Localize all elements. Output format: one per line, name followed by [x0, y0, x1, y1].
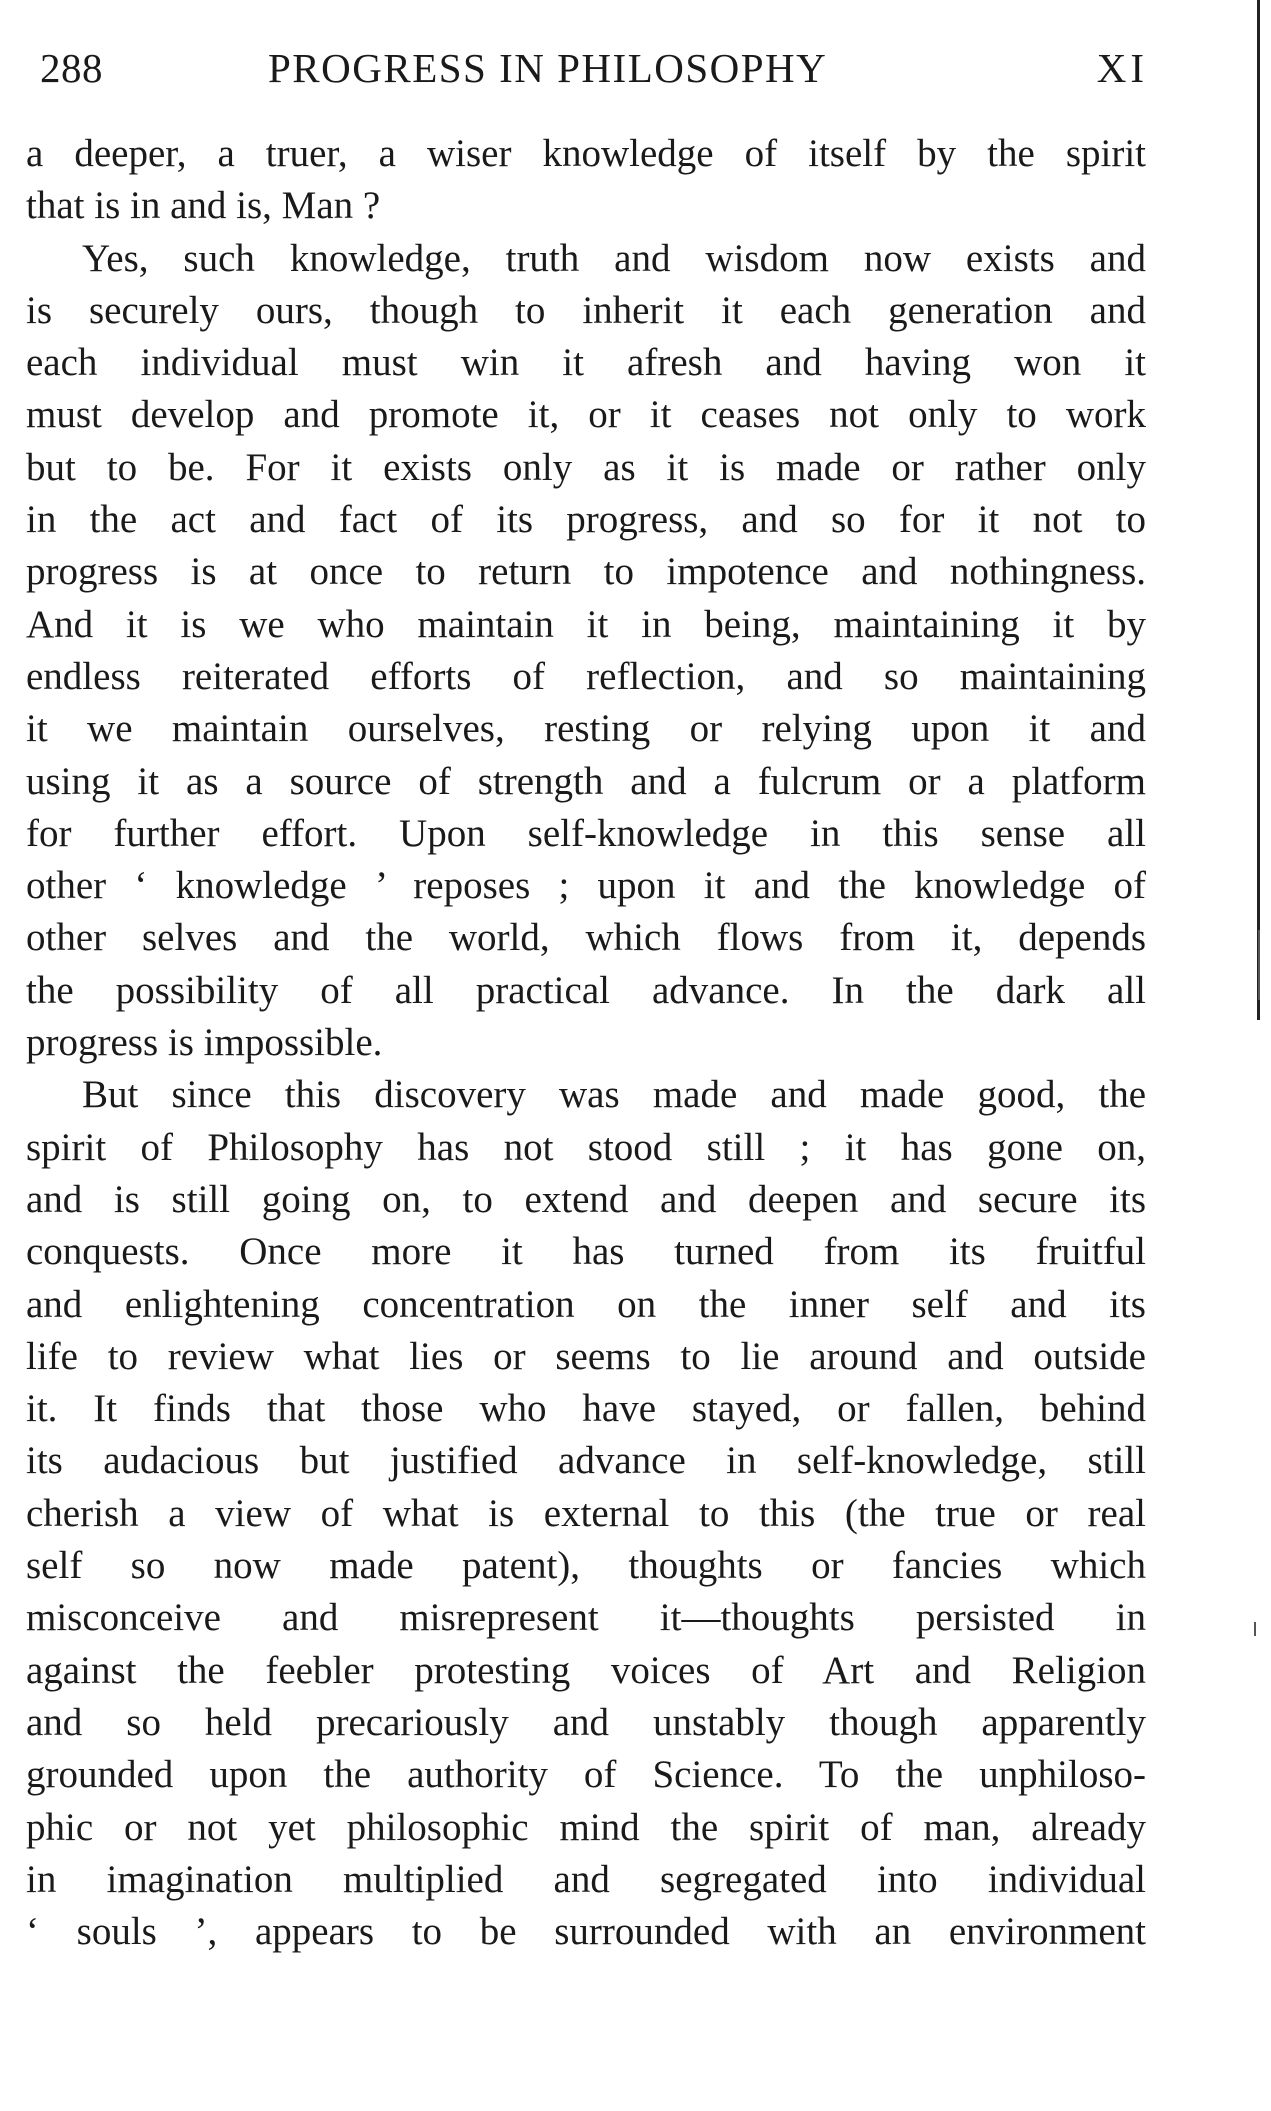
text-line: cherish a view of what is external to this (the true or real: [26, 1491, 1146, 1535]
text-line: is securely ours, though to inherit it each generation and: [26, 288, 1146, 332]
text-line: endless reiterated efforts of reflection, and so maintaining: [26, 654, 1146, 698]
text-line: using it as a source of strength and a fulcrum or a platform: [26, 759, 1146, 803]
text-line: progress is at once to return to impotence and nothingness.: [26, 550, 1146, 594]
text-line: ‘ souls ’, appears to be surrounded with an environment: [26, 1910, 1146, 1954]
margin-mark: [1258, 930, 1260, 1000]
margin-mark: [1254, 1622, 1256, 1636]
text-line: and enlightening concentration on the inner self and its: [26, 1282, 1146, 1326]
text-line: a deeper, a truer, a wiser knowledge of itself by the spirit: [26, 132, 1146, 175]
text-line: And it is we who maintain it in being, maintaining it by: [26, 602, 1146, 646]
text-line: grounded upon the authority of Science. To the unphiloso-: [26, 1753, 1146, 1797]
text-line: it we maintain ourselves, resting or relying upon it and: [26, 707, 1146, 751]
text-line: it. It finds that those who have stayed, or fallen, behind: [26, 1387, 1146, 1431]
text-line: progress is impossible.: [26, 1021, 383, 1065]
text-line: in the act and fact of its progress, and so for it not to: [26, 498, 1146, 542]
text-line: Yes, such knowledge, truth and wisdom now exists and: [82, 236, 1146, 280]
text-line: in imagination multiplied and segregated into individual: [26, 1857, 1146, 1901]
text-line: and so held precariously and unstably though apparently: [26, 1700, 1146, 1744]
text-line: other selves and the world, which flows from it, depends: [26, 916, 1146, 960]
chapter-number: XI: [1096, 45, 1148, 91]
text-line: that is in and is, Man ?: [26, 184, 381, 228]
text-line: conquests. Once more it has turned from its fruitful: [26, 1230, 1146, 1274]
text-line: spirit of Philosophy has not stood still ; it has gone on,: [26, 1125, 1146, 1169]
text-line: other ‘ knowledge ’ reposes ; upon it and the knowledge of: [26, 864, 1146, 908]
page-edge-rule: [1257, 0, 1260, 1020]
text-line: But since this discovery was made and made good, the: [82, 1073, 1146, 1117]
text-line: phic or not yet philosophic mind the spirit of man, already: [26, 1805, 1146, 1849]
text-line: each individual must win it afresh and having won it: [26, 341, 1146, 385]
text-line: against the feebler protesting voices of Art and Religion: [26, 1648, 1146, 1692]
text-line: its audacious but justified advance in self-knowledge, still: [26, 1439, 1146, 1483]
text-line: for further effort. Upon self-knowledge in this sense all: [26, 811, 1146, 855]
text-line: but to be. For it exists only as it is made or rather only: [26, 445, 1146, 489]
body-text: [26, 128, 1146, 1958]
text-line: life to review what lies or seems to lie around and outside: [26, 1334, 1146, 1378]
running-header: [28, 42, 1148, 94]
text-line: the possibility of all practical advance. In the dark all: [26, 968, 1146, 1012]
text-line: misconceive and misrepresent it—thoughts persisted in: [26, 1596, 1146, 1640]
text-line: must develop and promote it, or it ceases not only to work: [26, 393, 1146, 437]
text-line: self so now made patent), thoughts or fancies which: [26, 1544, 1146, 1588]
text-line: and is still going on, to extend and deepen and secure its: [26, 1177, 1146, 1221]
page-number: 288: [40, 45, 103, 91]
running-title: PROGRESS IN PHILOSOPHY: [268, 45, 828, 91]
